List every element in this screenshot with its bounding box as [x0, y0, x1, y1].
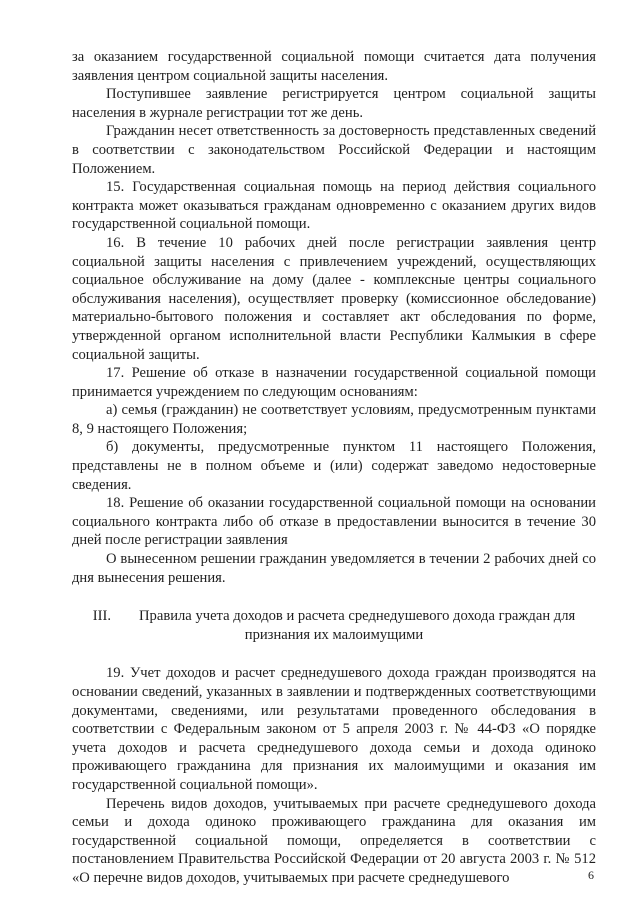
page-number: 6	[588, 868, 594, 882]
paragraph-item-19: 19. Учет доходов и расчет среднедушевого дохода граждан производятся на основании сведений, указанных в заявлении и подтвержденных соответствующими документами, сведениями, или результатами проведенного обследования в соответствии с Федеральным законом от 5 апреля 2003 г. № 44-ФЗ «О порядке учета доходов и расчета среднедушевого дохода семьи и дохода одиноко проживающего гражданина для признания их малоимущими и оказания им государственной социальной помощи».	[72, 665, 596, 793]
paragraph-item-16: 16. В течение 10 рабочих дней после регистрации заявления центр социальной защиты населения с привлечением учреждений, осуществляющих социальное обслуживание на дому (далее - комплексные центры социального обслуживания населения), осуществляет проверку (комиссионное обследование) материально-бытового положения и составляет акт обследования по форме, утвержденной органом исполнительной власти Республики Калмыкия в сфере социальной защиты.	[72, 234, 596, 363]
paragraph-item-18: 18. Решение об оказании государственной социальной помощи на основании социального контракта либо об отказе в предоставлении выносится в течение 30 дней после регистрации заявления	[72, 495, 596, 549]
paragraph-registration: Поступившее заявление регистрируется центром социальной защиты населения в журнале регистрации тот же день.	[72, 86, 596, 121]
paragraph-income-list: Перечень видов доходов, учитываемых при расчете среднедушевого дохода семьи и дохода одиноко проживающего гражданина для оказания им государственной социальной помощи, определяется в соответствии с постановлением Правительства Российской Федерации от 20 августа 2003 г. № 512 «О перечне видов доходов, учитываемых при расчете среднедушевого	[72, 795, 596, 886]
paragraph-item-17: 17. Решение об отказе в назначении государственной социальной помощи принимается учреждением по следующим основаниям:	[72, 365, 596, 400]
paragraph-continuation: за оказанием государственной социальной помощи считается дата получения заявления центром социальной защиты населения.	[72, 49, 596, 84]
section-number: III.	[92, 608, 112, 625]
spacer	[72, 644, 596, 664]
section-title: Правила учета доходов и расчета среднедушевого дохода граждан для признания их малоимущими	[139, 608, 576, 643]
paragraph-responsibility: Гражданин несет ответственность за достоверность представленных сведений в соответствии с законодательством Российской Федерации и настоящим Положением.	[72, 123, 596, 177]
paragraph-item-17b: б) документы, предусмотренные пунктом 11 настоящего Положения, представлены не в полном объеме и (или) содержат заведомо недостоверные сведения.	[72, 439, 596, 493]
section-heading	[72, 607, 596, 644]
spacer	[72, 587, 596, 607]
paragraph-item-17a: а) семья (гражданин) не соответствует условиям, предусмотренным пунктами 8, 9 настоящего Положения;	[72, 402, 596, 437]
paragraph-item-15: 15. Государственная социальная помощь на период действия социального контракта может оказываться гражданам одновременно с оказанием других видов государственной социальной помощи.	[72, 179, 596, 233]
paragraph-notification: О вынесенном решении гражданин уведомляется в течении 2 рабочих дней со дня вынесения решения.	[72, 551, 596, 586]
